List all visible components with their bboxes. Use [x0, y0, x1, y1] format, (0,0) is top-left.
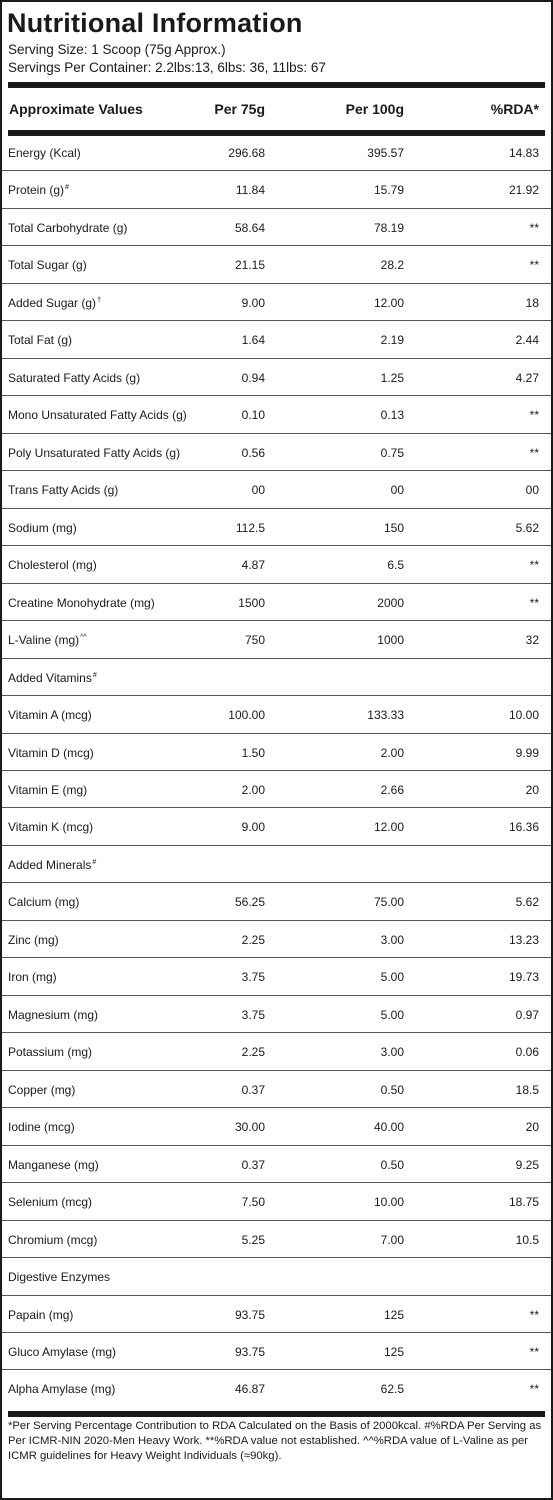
value-rda: 9.99: [515, 745, 539, 760]
value-rda: 2.44: [515, 333, 539, 348]
value-per-100g: 40.00: [373, 1120, 404, 1135]
value-per-100g: 150: [383, 520, 404, 535]
table-row: [2, 921, 551, 958]
nutrient-label: Zinc (mg): [8, 932, 59, 947]
nutrient-name: [8, 1195, 92, 1209]
value-rda: **: [529, 408, 539, 423]
table-row: [2, 1296, 551, 1333]
value-per-75g: 3.75: [241, 970, 265, 985]
bottom-divider: [8, 1411, 545, 1417]
value-per-75g: 30.00: [234, 1120, 265, 1135]
nutrient-name: [8, 1345, 116, 1359]
nutrient-footnote-mark: †: [97, 296, 101, 304]
serving-size: Serving Size: 1 Scoop (75g Approx.): [8, 42, 226, 57]
value-per-100g: 2000: [377, 595, 404, 610]
value-per-75g: 93.75: [234, 1345, 265, 1359]
nutrient-label: Vitamin A (mcg): [8, 708, 92, 723]
value-per-75g: 21.15: [234, 258, 265, 273]
value-rda: 10.5: [515, 1232, 539, 1247]
value-rda: **: [529, 220, 539, 235]
table-row: [2, 1370, 551, 1407]
value-per-75g: 0.94: [241, 370, 265, 385]
header-rda: %RDA*: [490, 101, 539, 117]
nutrient-name: [8, 933, 59, 947]
nutrient-name: [8, 596, 155, 610]
value-rda: 21.92: [508, 183, 539, 198]
table-row: [2, 359, 551, 396]
value-rda: **: [529, 1307, 539, 1322]
nutrient-label: Alpha Amylase (mg): [8, 1382, 116, 1397]
nutrient-name: [8, 895, 79, 909]
nutrient-name: [8, 1008, 98, 1022]
value-rda: 4.27: [515, 370, 539, 385]
value-per-100g: 15.79: [373, 183, 404, 198]
value-rda: 20: [525, 1120, 539, 1135]
value-per-100g: 133.33: [367, 708, 404, 723]
nutrient-label: Protein (g): [8, 183, 65, 198]
value-rda: **: [529, 445, 539, 460]
value-per-75g: 5.25: [241, 1232, 265, 1247]
value-per-100g: 12.00: [373, 295, 404, 310]
footnote: *Per Serving Percentage Contribution to RDA Calculated on the Basis of 2000kcal. #%RDA Per Serving as Per ICMR-NIN 2020-Men Heavy Work. **%RDA value not established. ^^%RDA value of L-Valine as per ICMR guidelines for Heavy Weight Individuals (≈90kg).: [8, 1420, 542, 1462]
value-rda: 13.23: [508, 932, 539, 947]
value-per-75g: 100.00: [228, 708, 265, 723]
value-per-75g: 112.5: [235, 520, 265, 535]
nutrient-footnote-mark: #: [65, 184, 69, 192]
value-per-100g: 2.00: [380, 745, 404, 760]
panel-title: Nutritional Information: [7, 8, 303, 38]
nutrient-label: Creatine Monohydrate (mg): [8, 595, 155, 610]
nutrient-label: Total Sugar (g): [8, 258, 87, 273]
nutrient-label: Mono Unsaturated Fatty Acids (g): [8, 408, 187, 423]
value-per-75g: 1.50: [241, 745, 265, 760]
table-row: [2, 584, 551, 621]
nutrient-footnote-mark: #: [92, 671, 97, 679]
value-per-100g: 0.13: [380, 408, 404, 423]
nutrient-label: Potassium (mg): [8, 1045, 93, 1060]
nutrient-footnote-mark: #: [92, 858, 97, 866]
value-rda: 5.62: [515, 520, 539, 535]
nutrient-name: [8, 783, 87, 797]
nutrient-name: [8, 446, 180, 460]
nutrient-label: Gluco Amylase (mg): [8, 1345, 117, 1359]
table-row: [2, 996, 551, 1033]
table-row: [2, 883, 551, 920]
nutrient-name: [8, 221, 127, 235]
value-per-100g: 62.5: [380, 1382, 404, 1397]
value-rda: 14.83: [508, 146, 539, 160]
nutrient-name: [8, 146, 81, 160]
table-row: [2, 396, 551, 433]
nutrient-label: Selenium (mcg): [8, 1195, 93, 1210]
nutrient-name: [8, 820, 93, 834]
table-row: [2, 846, 551, 883]
value-per-100g: 7.00: [380, 1232, 404, 1247]
value-rda: **: [529, 1345, 539, 1359]
nutrient-label: Total Carbohydrate (g): [8, 220, 128, 235]
value-per-100g: 12.00: [373, 820, 404, 835]
value-per-100g: 0.75: [380, 445, 404, 460]
table-row: [2, 1333, 551, 1370]
value-rda: **: [529, 558, 539, 573]
nutrient-table: [2, 134, 551, 1408]
nutrient-name: [8, 1382, 115, 1396]
nutrient-name: [8, 633, 87, 647]
table-row: [2, 471, 551, 508]
nutrient-label: Calcium (mg): [8, 895, 80, 910]
table-row: [2, 771, 551, 808]
value-rda: **: [529, 595, 539, 610]
value-per-75g: 0.10: [241, 408, 265, 423]
value-rda: 00: [525, 483, 539, 498]
table-row: [2, 696, 551, 733]
value-rda: 16.36: [508, 820, 539, 835]
value-per-75g: 00: [251, 483, 265, 498]
value-rda: 19.73: [508, 970, 539, 985]
nutrient-name: [8, 258, 87, 272]
table-row: [2, 621, 551, 658]
value-per-75g: 0.56: [241, 445, 265, 460]
nutrient-label: Vitamin K (mcg): [8, 820, 94, 835]
nutrient-label: Vitamin D (mcg): [8, 745, 94, 760]
value-rda: 0.97: [515, 1007, 539, 1022]
nutrient-label: Digestive Enzymes: [8, 1270, 111, 1285]
value-rda: 9.25: [515, 1157, 539, 1172]
table-row: [2, 1146, 551, 1183]
value-per-75g: 46.87: [234, 1382, 265, 1397]
nutrient-label: Iodine (mcg): [8, 1120, 75, 1135]
nutrient-footnote-mark: ^^: [80, 634, 87, 642]
nutrient-name: [8, 746, 94, 760]
table-row: [2, 134, 551, 171]
nutrient-name: [8, 1308, 73, 1322]
value-per-100g: 125: [383, 1307, 404, 1322]
nutrient-name: [8, 183, 69, 197]
table-row: [2, 171, 551, 208]
table-row: [2, 1071, 551, 1108]
value-per-75g: 2.25: [241, 1045, 265, 1060]
nutrient-label: Sodium (mg): [8, 520, 77, 535]
value-per-75g: 56.25: [234, 895, 265, 910]
nutrient-name: [8, 558, 97, 572]
value-rda: 5.62: [515, 895, 539, 910]
nutrient-label: Iron (mg): [8, 970, 57, 985]
value-per-75g: 1500: [238, 595, 265, 610]
value-per-75g: 2.00: [241, 782, 265, 797]
nutrient-name: [8, 1083, 75, 1097]
value-per-100g: 2.19: [380, 333, 404, 348]
value-per-100g: 5.00: [380, 970, 404, 985]
table-row: [2, 659, 551, 696]
value-per-75g: 296.68: [228, 146, 265, 160]
header-per-75g: Per 75g: [214, 101, 265, 117]
nutrient-label: Poly Unsaturated Fatty Acids (g): [8, 445, 181, 460]
value-per-100g: 0.50: [380, 1082, 404, 1097]
table-row: [2, 546, 551, 583]
table-row: [2, 1108, 551, 1145]
value-rda: 18.5: [515, 1082, 539, 1097]
nutrient-label: Energy (Kcal): [8, 146, 81, 160]
table-row: [2, 1183, 551, 1220]
value-per-75g: 58.64: [234, 220, 265, 235]
top-divider: [8, 82, 545, 88]
nutrient-label: Vitamin E (mg): [8, 782, 88, 797]
table-row: [2, 321, 551, 358]
nutrient-name: [8, 333, 72, 347]
nutrient-name: [8, 708, 92, 722]
value-rda: 10.00: [508, 708, 539, 723]
table-row: [2, 434, 551, 471]
table-row: [2, 1258, 551, 1295]
nutrient-label: Added Vitamins: [8, 670, 92, 685]
servings-per-container: Servings Per Container: 2.2lbs:13, 6lbs: 36, 11lbs: 67: [8, 60, 326, 75]
table-row: [2, 1221, 551, 1258]
nutrient-name: [8, 408, 187, 422]
table-row: [2, 734, 551, 771]
value-per-75g: 7.50: [241, 1195, 265, 1210]
table-row: [2, 958, 551, 995]
value-per-100g: 6.5: [387, 558, 404, 573]
value-rda: **: [529, 1382, 539, 1397]
header-approximate-values: Approximate Values: [9, 101, 143, 117]
value-per-75g: 750: [244, 633, 265, 648]
value-per-75g: 3.75: [241, 1007, 265, 1022]
table-row: [2, 246, 551, 283]
nutrient-name: [8, 1270, 110, 1284]
value-per-100g: 3.00: [380, 932, 404, 947]
nutrient-label: Chromium (mcg): [8, 1232, 98, 1247]
value-per-75g: 0.37: [241, 1082, 265, 1097]
value-per-100g: 395.57: [367, 146, 404, 160]
nutrient-label: L-Valine (mg): [8, 633, 80, 648]
nutrient-name: [8, 858, 96, 872]
nutrient-name: [8, 671, 97, 685]
value-rda: 18.75: [508, 1195, 539, 1210]
table-row: [2, 1033, 551, 1070]
value-per-100g: 5.00: [380, 1007, 404, 1022]
value-per-75g: 9.00: [241, 820, 265, 835]
nutrient-label: Added Minerals: [8, 857, 92, 872]
nutrient-label: Trans Fatty Acids (g): [8, 483, 119, 498]
value-per-75g: 93.75: [234, 1307, 265, 1322]
nutrient-label: Papain (mg): [8, 1307, 74, 1322]
header-per-100g: Per 100g: [345, 101, 404, 117]
value-per-75g: 4.87: [241, 558, 265, 573]
value-per-100g: 1.25: [380, 370, 404, 385]
nutrient-name: [8, 521, 77, 535]
nutrient-label: Magnesium (mg): [8, 1007, 99, 1022]
nutrient-name: [8, 296, 101, 310]
value-rda: 0.06: [515, 1045, 539, 1060]
value-per-100g: 78.19: [373, 220, 404, 235]
value-rda: 18: [525, 295, 539, 310]
nutrient-label: Manganese (mg): [8, 1157, 99, 1172]
value-per-100g: 10.00: [373, 1195, 404, 1210]
table-row: [2, 284, 551, 321]
value-per-100g: 0.50: [380, 1157, 404, 1172]
value-per-75g: 0.37: [241, 1157, 265, 1172]
nutrient-name: [8, 483, 118, 497]
nutrient-name: [8, 1233, 97, 1247]
nutrient-name: [8, 371, 140, 385]
value-per-75g: 1.64: [241, 333, 265, 348]
value-per-100g: 1000: [377, 633, 404, 648]
table-header: [2, 90, 551, 128]
nutrient-name: [8, 1045, 92, 1059]
value-rda: 32: [525, 633, 539, 648]
nutrient-label: Copper (mg): [8, 1082, 76, 1097]
value-per-100g: 3.00: [380, 1045, 404, 1060]
table-row: [2, 209, 551, 246]
table-row: [2, 808, 551, 845]
value-rda: **: [529, 258, 539, 273]
nutrient-label: Cholesterol (mg): [8, 558, 97, 573]
nutrient-name: [8, 1120, 75, 1134]
nutrient-label: Total Fat (g): [8, 333, 73, 348]
value-per-100g: 75.00: [373, 895, 404, 910]
nutrient-name: [8, 970, 57, 984]
value-per-75g: 9.00: [241, 295, 265, 310]
value-per-75g: 11.84: [235, 183, 265, 198]
value-per-100g: 28.2: [380, 258, 404, 273]
value-per-75g: 2.25: [241, 932, 265, 947]
nutrient-label: Saturated Fatty Acids (g): [8, 370, 141, 385]
value-per-100g: 00: [390, 483, 404, 498]
value-per-100g: 2.66: [380, 782, 404, 797]
table-row: [2, 509, 551, 546]
nutrient-label: Added Sugar (g): [8, 295, 97, 310]
nutrient-name: [8, 1158, 99, 1172]
value-rda: 20: [525, 782, 539, 797]
value-per-100g: 125: [383, 1345, 404, 1359]
